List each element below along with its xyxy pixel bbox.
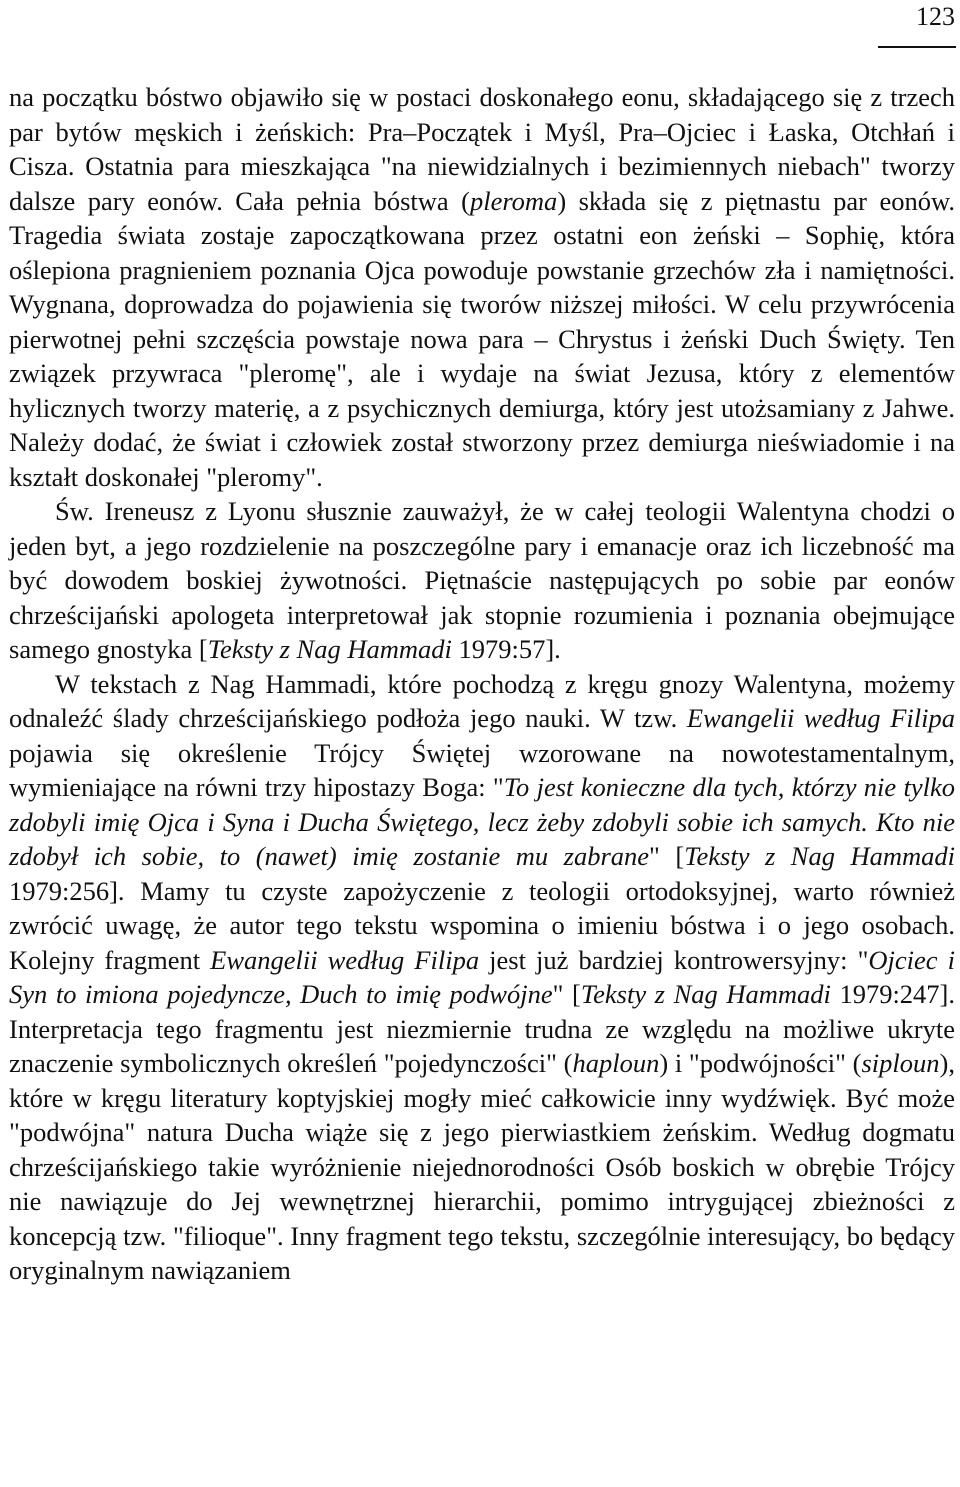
citation-title: Teksty z Nag Hammadi [684, 841, 955, 871]
paragraph-1 [9, 80, 955, 494]
term: haploun [572, 1048, 660, 1078]
text-segment: ) i "podwójności" ( [659, 1048, 862, 1078]
text-segment: pojawia się określenie Trójcy Świętej wzorowane na nowotestamentalnym, wymieniające na równi trzy hipostazy Boga: " [9, 737, 955, 802]
text-segment: Św. Ireneusz z Lyonu słusznie zauważył, że w całej teologii Walentyna chodzi o jeden byt, a jego rozdzielenie na poszczególne pary i emanacje oraz ich liczebność ma być dowodem boskiej żywotności. Piętnaście następujących po sobie par eonów chrześcijański apologeta interpretował jak stopnie rozumienia i poznania obejmujące samego gnostyka [ [9, 496, 955, 664]
text-segment: W tekstach z Nag Hammadi, które pochodzą z kręgu gnozy Walentyna, możemy odnaleźć ślady chrześcijańskiego podłoża jego nauki. W tzw. [9, 668, 955, 733]
text-segment: " [ [552, 979, 581, 1009]
text-segment: jest już bardziej kontrowersyjny: " [479, 944, 869, 975]
quotation: To jest konieczne dla tych, którzy nie tylko zdobyli imię Ojca i Syna i Ducha Świętego, lecz żeby zdobyli sobie ich samych. Kto nie zdobył ich sobie, to (nawet) imię zostanie mu zabrane [9, 772, 955, 871]
text-segment: 1979:256]. Mamy tu czyste zapożyczenie z teologii ortodoksyjnej, warto również zwrócić uwagę, że autor tego tekstu wspomina o imieniu bóstwa i o jego osobach. Kolejny fragment [9, 875, 955, 975]
text-segment: 1979:247]. Interpretacja tego fragmentu jest niezmiernie trudna ze względu na możliwe ukryte znaczenie symbolicznych określeń "pojedynczości" ( [9, 979, 956, 1078]
text-segment: 1979:57]. [451, 634, 561, 664]
book-title: Ewangelii według Filipa [210, 944, 480, 975]
term: siploun [861, 1048, 940, 1078]
paragraph-3 [9, 667, 955, 1288]
paragraph-2 [9, 494, 955, 667]
text-segment: ), które w kręgu literatury koptyjskiej mogły mieć całkowicie inny wydźwięk. Być może "podwójna" natura Ducha wiąże się z jego pierwiastkiem żeńskim. Według dogmatu chrześcijańskiego takie wyróżnienie niejednorodności Osób boskich w obrębie Trójcy nie nawiązuje do Jej wewnętrznej hierarchii, pomimo intrygującej zbieżności z koncepcją tzw. "filioque". Inny fragment tego tekstu, szczególnie interesujący, bo będący oryginalnym nawiązaniem [9, 1048, 955, 1285]
citation-title: Teksty z Nag Hammadi [207, 634, 452, 664]
book-title: Ewangelii według Filipa [686, 703, 955, 733]
italic-term: pleroma [469, 185, 558, 216]
citation-title: Teksty z Nag Hammadi [580, 979, 831, 1009]
text-segment: " [ [649, 841, 685, 871]
text-segment: ) składa się z piętnastu par eonów. Tragedia świata zostaje zapoczątkowana przez ostatni eon żeński – Sophię, która oślepiona pragnieniem poznania Ojca powoduje powstanie grzechów zła i namiętności. Wygnana, doprowadza do pojawienia się tworów niższej miłości. W celu przywrócenia pierwotnej pełni szczęścia powstaje nowa para – Chrystus i żeński Duch Święty. Ten związek przywraca "pleromę", ale i wydaje na świat Jezusa, który z elementów hylicznych tworzy materię, a z psychicznych demiurga, który jest utożsamiany z Jahwe. Należy dodać, że świat i człowiek został stworzony przez demiurga nieświadomie i na kształt doskonałej "pleromy". [9, 185, 955, 492]
text-segment: na początku bóstwo objawiło się w postaci doskonałego eonu, składającego się z trzech par bytów męskich i żeńskich: Pra–Początek i Myśl, Pra–Ojciec i Łaska, Otchłań i Cisza. Ostatnia para mieszkająca "na niewidzialnych i bezimiennych niebach" tworzy dalsze pary eonów. Cała pełnia bóstwa ( [9, 82, 955, 216]
page-number: 123 [916, 2, 955, 31]
header-rule [878, 46, 956, 48]
quotation: Ojciec i Syn to imiona pojedyncze, Duch to imię podwójne [9, 944, 955, 1009]
body-text [9, 80, 955, 1288]
